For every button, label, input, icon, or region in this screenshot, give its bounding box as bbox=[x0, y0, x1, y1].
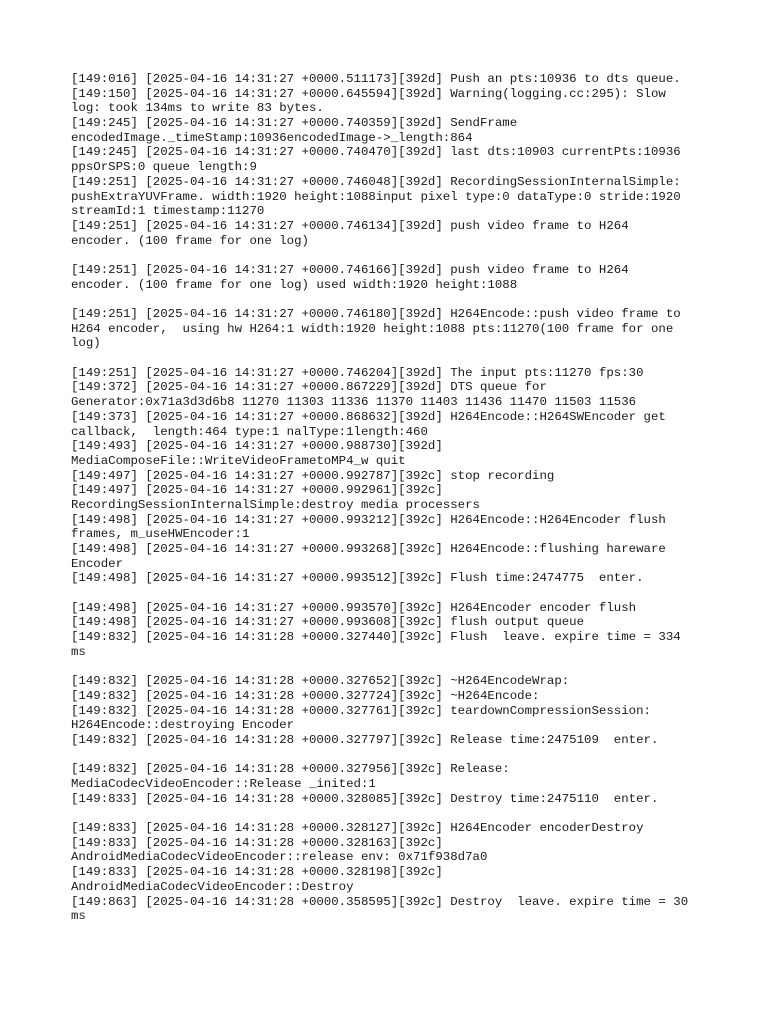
log-line: [149:498] [2025-04-16 14:31:27 +0000.993608][392c] flush output queue bbox=[71, 615, 585, 630]
log-line: [149:497] [2025-04-16 14:31:27 +0000.992787][392c] stop recording bbox=[71, 468, 555, 483]
log-line: Encoder bbox=[71, 556, 124, 571]
log-line: [149:372] [2025-04-16 14:31:27 +0000.867229][392d] DTS queue for bbox=[71, 380, 547, 395]
log-line: [149:832] [2025-04-16 14:31:28 +0000.327652][392c] ~H264EncodeWrap: bbox=[71, 674, 570, 689]
log-line: H264 encoder, using hw H264:1 width:1920 height:1088 pts:11270(100 frame for one bbox=[71, 321, 674, 336]
log-line: [149:863] [2025-04-16 14:31:28 +0000.358595][392c] Destroy leave. expire time = 30 bbox=[71, 894, 689, 909]
log-line: [149:498] [2025-04-16 14:31:27 +0000.993512][392c] Flush time:2474775 enter. bbox=[71, 571, 644, 586]
log-line: log: took 134ms to write 83 bytes. bbox=[71, 101, 324, 116]
log-line: [149:251] [2025-04-16 14:31:27 +0000.746048][392d] RecordingSessionInternalSimple: bbox=[71, 174, 681, 189]
log-line: ms bbox=[71, 644, 86, 659]
log-line: [149:498] [2025-04-16 14:31:27 +0000.993570][392c] H264Encoder encoder flush bbox=[71, 600, 637, 615]
log-line: [149:833] [2025-04-16 14:31:28 +0000.328085][392c] Destroy time:2475110 enter. bbox=[71, 791, 659, 806]
log-line: encoder. (100 frame for one log) bbox=[71, 233, 309, 248]
log-line: ms bbox=[71, 909, 86, 924]
log-line: [149:251] [2025-04-16 14:31:27 +0000.746166][392d] push video frame to H264 bbox=[71, 262, 629, 277]
log-line: MediaComposeFile::WriteVideoFrametoMP4_w quit bbox=[71, 453, 406, 468]
log-line: frames, m_useHWEncoder:1 bbox=[71, 527, 250, 542]
log-line: AndroidMediaCodecVideoEncoder::release env: 0x71f938d7a0 bbox=[71, 850, 488, 865]
log-line: [149:245] [2025-04-16 14:31:27 +0000.740359][392d] SendFrame bbox=[71, 116, 518, 131]
log-line: [149:833] [2025-04-16 14:31:28 +0000.328163][392c] bbox=[71, 835, 443, 850]
log-line: [149:497] [2025-04-16 14:31:27 +0000.992961][392c] bbox=[71, 483, 443, 498]
log-line: RecordingSessionInternalSimple:destroy media processers bbox=[71, 497, 480, 512]
blank-line bbox=[71, 748, 711, 763]
log-line: [149:251] [2025-04-16 14:31:27 +0000.746180][392d] H264Encode::push video frame to bbox=[71, 307, 681, 321]
blank-line bbox=[71, 660, 711, 675]
blank-line bbox=[71, 292, 711, 307]
log-line: [149:245] [2025-04-16 14:31:27 +0000.740470][392d] last dts:10903 currentPts:10936 bbox=[71, 145, 681, 160]
log-line: callback, length:464 type:1 nalType:1length:460 bbox=[71, 424, 428, 439]
log-line: [149:251] [2025-04-16 14:31:27 +0000.746204][392d] The input pts:11270 fps:30 bbox=[71, 365, 644, 380]
log-line: [149:832] [2025-04-16 14:31:28 +0000.327956][392c] Release: bbox=[71, 762, 510, 777]
log-line: encoder. (100 frame for one log) used width:1920 height:1088 bbox=[71, 277, 518, 292]
log-line: [149:832] [2025-04-16 14:31:28 +0000.327761][392c] teardownCompressionSession: bbox=[71, 703, 651, 718]
log-line: MediaCodecVideoEncoder::Release _inited:1 bbox=[71, 777, 376, 791]
log-line: [149:493] [2025-04-16 14:31:27 +0000.988730][392d] bbox=[71, 439, 443, 454]
blank-line bbox=[71, 586, 711, 601]
log-line: streamId:1 timestamp:11270 bbox=[71, 204, 265, 219]
log-line: [149:833] [2025-04-16 14:31:28 +0000.328127][392c] H264Encoder encoderDestroy bbox=[71, 821, 644, 836]
log-line: [149:832] [2025-04-16 14:31:28 +0000.327724][392c] ~H264Encode: bbox=[71, 688, 540, 703]
log-line: [149:150] [2025-04-16 14:31:27 +0000.645594][392d] Warning(logging.cc:295): Slow bbox=[71, 86, 666, 101]
log-line: AndroidMediaCodecVideoEncoder::Destroy bbox=[71, 879, 354, 894]
log-line: pushExtraYUVFrame. width:1920 height:1088input pixel type:0 dataType:0 stride:1920 bbox=[71, 189, 681, 204]
log-line: [149:498] [2025-04-16 14:31:27 +0000.993212][392c] H264Encode::H264Encoder flush bbox=[71, 512, 666, 527]
blank-line bbox=[71, 248, 711, 263]
log-line: ppsOrSPS:0 queue length:9 bbox=[71, 160, 257, 175]
log-line: [149:373] [2025-04-16 14:31:27 +0000.868632][392d] H264Encode::H264SWEncoder get bbox=[71, 409, 666, 424]
blank-line bbox=[71, 351, 711, 366]
log-line: log) bbox=[71, 336, 101, 351]
log-line: encodedImage._timeStamp:10936encodedImage->_length:864 bbox=[71, 130, 473, 145]
log-line: [149:832] [2025-04-16 14:31:28 +0000.327797][392c] Release time:2475109 enter. bbox=[71, 732, 659, 747]
log-line: [149:498] [2025-04-16 14:31:27 +0000.993268][392c] H264Encode::flushing hareware bbox=[71, 542, 666, 556]
log-line: H264Encode::destroying Encoder bbox=[71, 718, 295, 733]
blank-line bbox=[71, 806, 711, 821]
log-line: Generator:0x71a3d3d6b8 11270 11303 11336 11370 11403 11436 11470 11503 11536 bbox=[71, 395, 637, 410]
log-line: [149:251] [2025-04-16 14:31:27 +0000.746134][392d] push video frame to H264 bbox=[71, 218, 629, 233]
log-line: [149:832] [2025-04-16 14:31:28 +0000.327440][392c] Flush leave. expire time = 334 bbox=[71, 630, 681, 645]
log-line: [149:016] [2025-04-16 14:31:27 +0000.511173][392d] Push an pts:10936 to dts queue. bbox=[71, 72, 681, 86]
log-document bbox=[71, 72, 711, 924]
log-line: [149:833] [2025-04-16 14:31:28 +0000.328198][392c] bbox=[71, 865, 443, 880]
